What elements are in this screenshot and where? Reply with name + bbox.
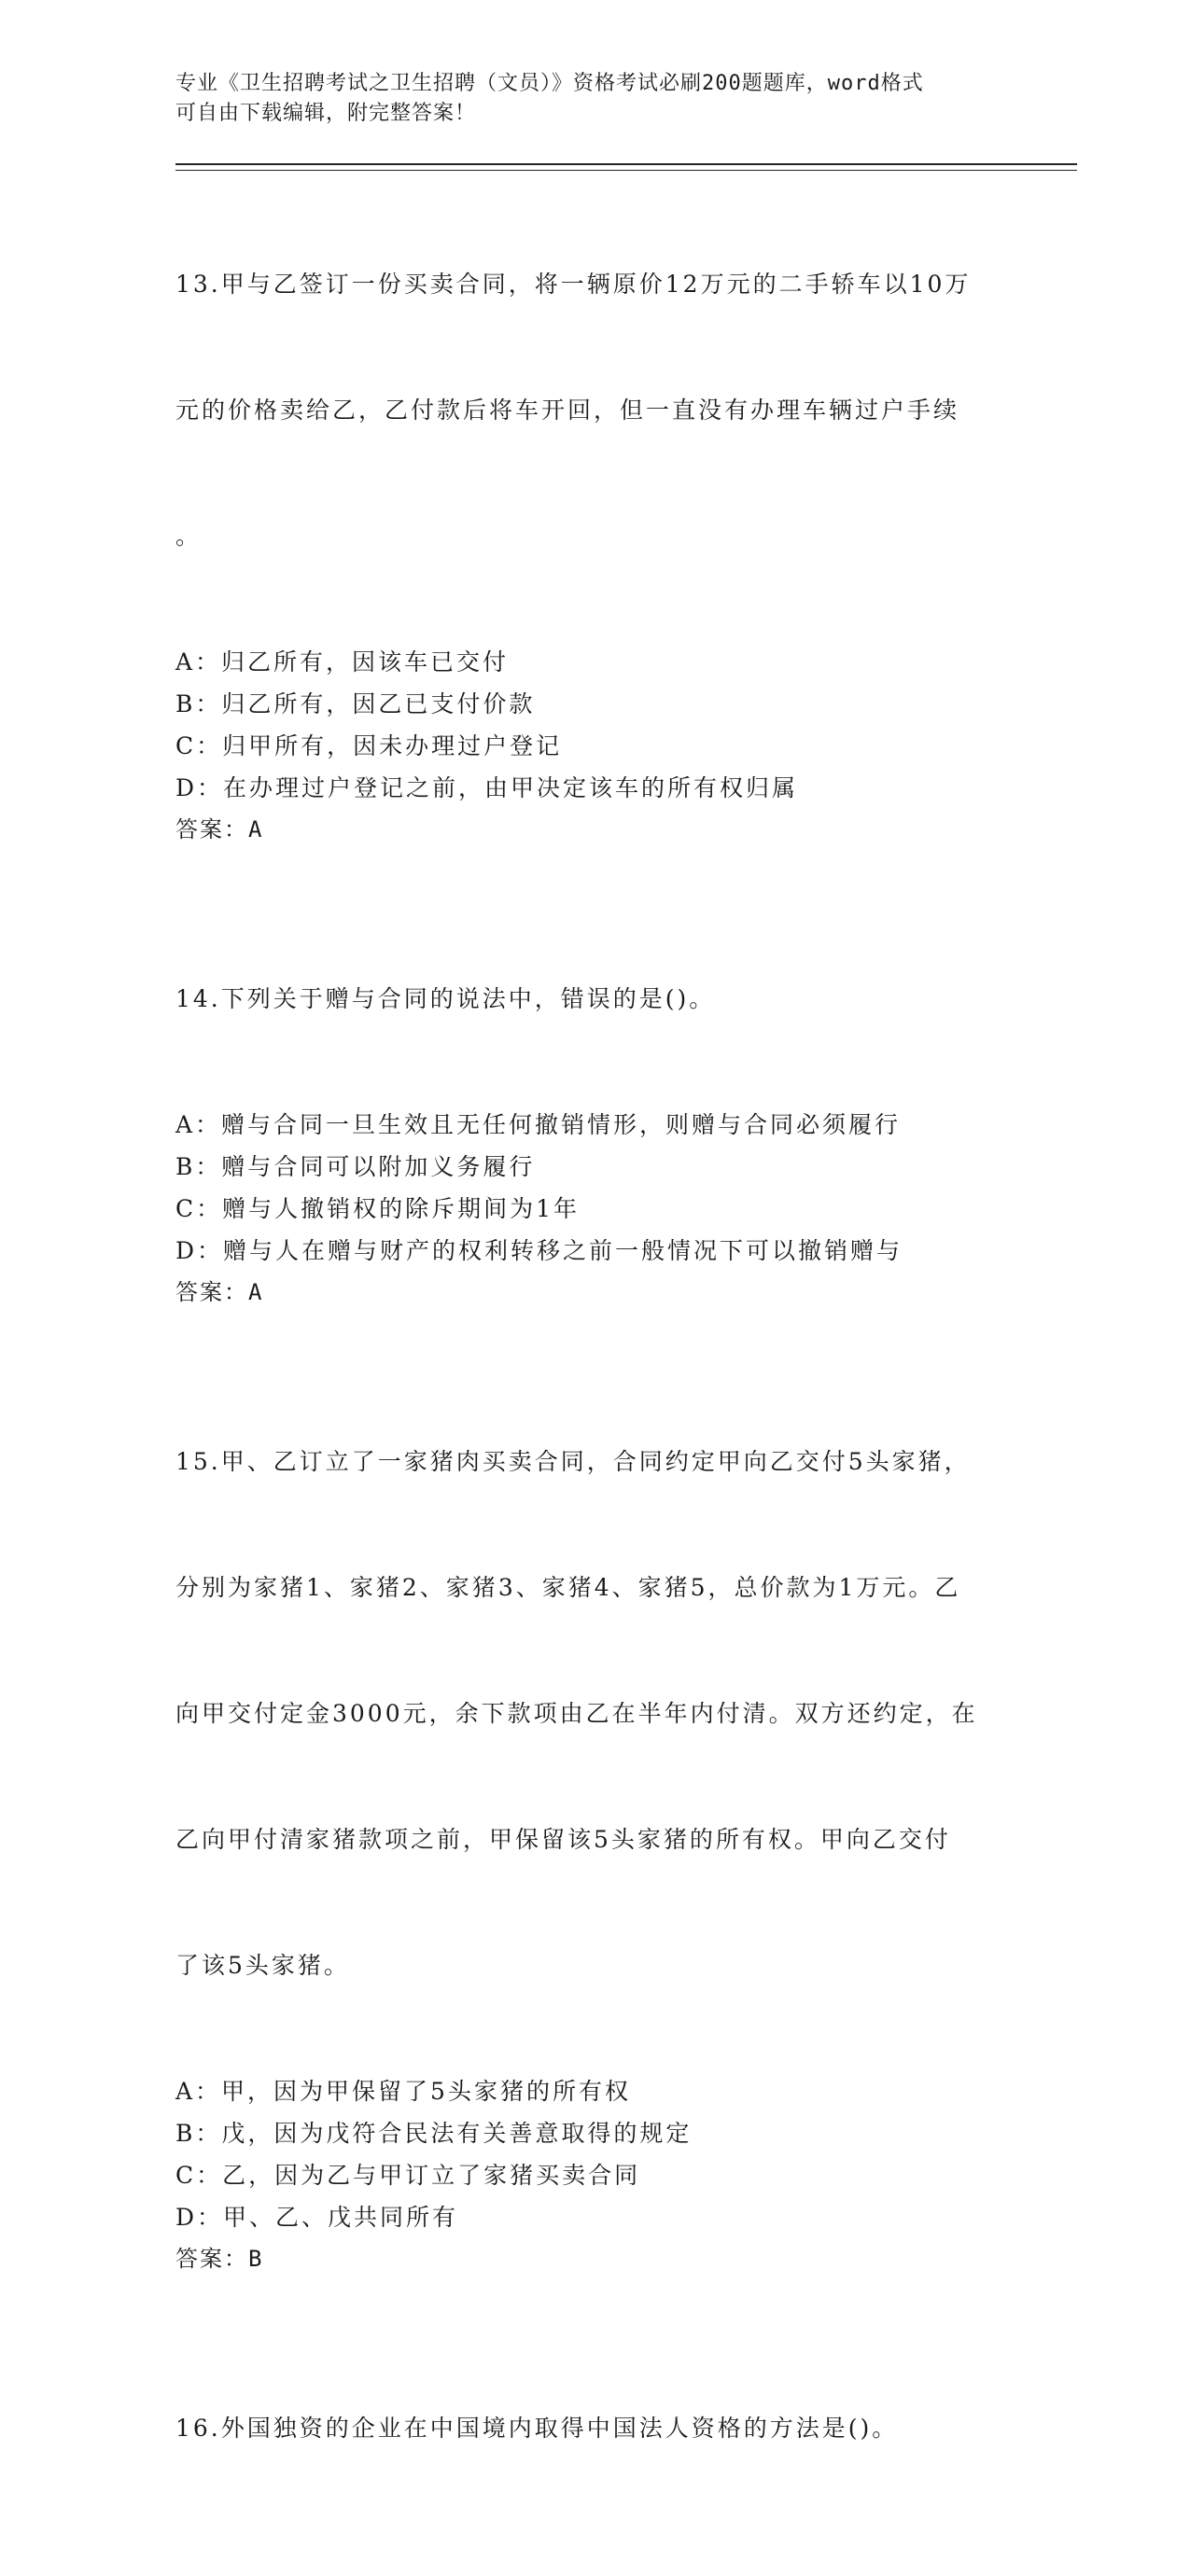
header-divider-thick [175, 163, 1077, 165]
option-d: D：在办理过户登记之前，由甲决定该车的所有权归属 [175, 774, 799, 801]
question-stem [175, 1357, 1015, 2070]
question-stem [175, 179, 1015, 641]
question-stem [175, 894, 1015, 1104]
stem-line: 乙向甲付清家猪款项之前，甲保留该5头家猪的所有权。甲向乙交付 [175, 1826, 951, 1853]
question-15 [175, 1357, 1015, 2280]
option-d: D：甲、乙、戊共同所有 [175, 2204, 459, 2231]
stem-line: 了该5头家猪。 [175, 1952, 350, 1979]
option-c: C：归甲所有，因未办理过户登记 [175, 732, 563, 759]
header-title-line1: 专业《卫生招聘考试之卫生招聘（文员）》资格考试必刷200题题库，word格式 [175, 72, 924, 95]
question-stem [175, 2323, 1015, 2533]
answer-label: 答案：A [175, 1279, 264, 1305]
option-b: B：戊，因为戊符合民法有关善意取得的规定 [175, 2120, 693, 2147]
stem-line: 14.下列关于赠与合同的说法中，错误的是()。 [175, 985, 716, 1012]
page-header [175, 69, 1015, 129]
option-d: D：赠与人在赠与财产的权利转移之前一般情况下可以撤销赠与 [175, 1237, 903, 1264]
question-16 [175, 2323, 1015, 2533]
option-c: C：乙，因为乙与甲订立了家猪买卖合同 [175, 2162, 641, 2189]
question-13 [175, 179, 1015, 851]
answer-label: 答案：A [175, 816, 264, 842]
option-b: B：归乙所有，因乙已支付价款 [175, 690, 536, 717]
option-b: B：赠与合同可以附加义务履行 [175, 1153, 536, 1180]
stem-line: 13.甲与乙签订一份买卖合同，将一辆原价12万元的二手轿车以10万 [175, 271, 972, 298]
stem-line: 元的价格卖给乙，乙付款后将车开回，但一直没有办理车辆过户手续 [175, 397, 960, 424]
stem-line: 15.甲、乙订立了一家猪肉买卖合同，合同约定甲向乙交付5头家猪， [175, 1448, 971, 1475]
option-c: C：赠与人撤销权的除斥期间为1年 [175, 1195, 581, 1222]
stem-line: 16.外国独资的企业在中国境内取得中国法人资格的方法是()。 [175, 2415, 899, 2442]
stem-line: 分别为家猪1、家猪2、家猪3、家猪4、家猪5，总价款为1万元。乙 [175, 1574, 961, 1601]
option-a: A：甲，因为甲保留了5头家猪的所有权 [175, 2078, 631, 2105]
question-list [175, 179, 1015, 2576]
question-14 [175, 894, 1015, 1314]
option-a: A：赠与合同一旦生效且无任何撤销情形，则赠与合同必须履行 [175, 1111, 902, 1138]
stem-line: 。 [175, 522, 203, 550]
option-a: A：归乙所有，因该车已交付 [175, 648, 510, 675]
stem-line: 向甲交付定金3000元，余下款项由乙在半年内付清。双方还约定，在 [175, 1700, 978, 1727]
answer-label: 答案：B [175, 2246, 264, 2272]
header-divider-thin [175, 170, 1077, 171]
header-title-line2: 可自由下载编辑，附完整答案！ [175, 102, 477, 125]
